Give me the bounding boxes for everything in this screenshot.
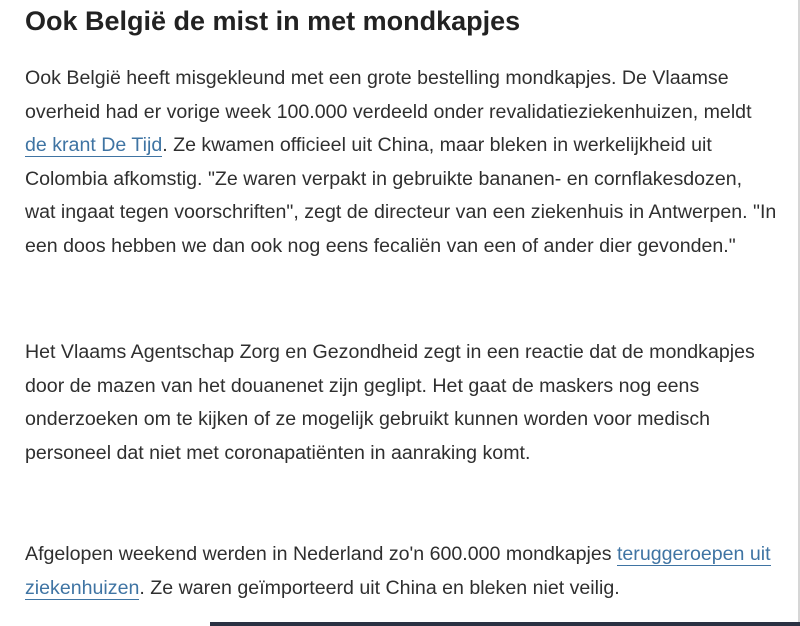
bottom-bar xyxy=(210,622,800,626)
paragraph-1 xyxy=(25,62,777,264)
article-title: Ook België de mist in met mondkapjes xyxy=(25,6,521,36)
paragraph-1-text-end: . Ze kwamen officieel uit China, maar bleken in werkelijkheid uit Colombia afkomstig. "Ze waren verpakt in gebruikte bananen- en cornflakesdozen, wat ingaat tegen voorschriften", zegt de directeur van een ziekenhuis in Antwerpen. "In een doos hebben we dan ook nog eens fecaliën van een of ander dier gevonden." xyxy=(25,134,777,257)
paragraph-3 xyxy=(25,538,777,605)
link-de-tijd[interactable]: de krant De Tijd xyxy=(25,134,163,157)
paragraph-2: Het Vlaams Agentschap Zorg en Gezondheid zegt in een reactie dat de mondkapjes door de mazen van het douanenet zijn geglipt. Het gaat de maskers nog eens onderzoeken om te kijken of ze mogelijk gebruikt kunnen worden voor medisch personeel dat niet met coronapatiënten in aanraking komt. xyxy=(25,341,755,464)
paragraph-3-text-end: . Ze waren geïmporteerd uit China en bleken niet veilig. xyxy=(139,576,620,599)
paragraph-1-text-start: Ook België heeft misgekleund met een grote bestelling mondkapjes. De Vlaamse overheid had er vorige week 100.000 verdeeld onder revalidatieziekenhuizen, meldt xyxy=(25,67,752,123)
link-teruggeroepen[interactable]: teruggeroepen uit ziekenhuizen xyxy=(25,543,771,599)
paragraph-3-text-start: Afgelopen weekend werden in Nederland zo'n 600.000 mondkapjes xyxy=(25,543,617,565)
